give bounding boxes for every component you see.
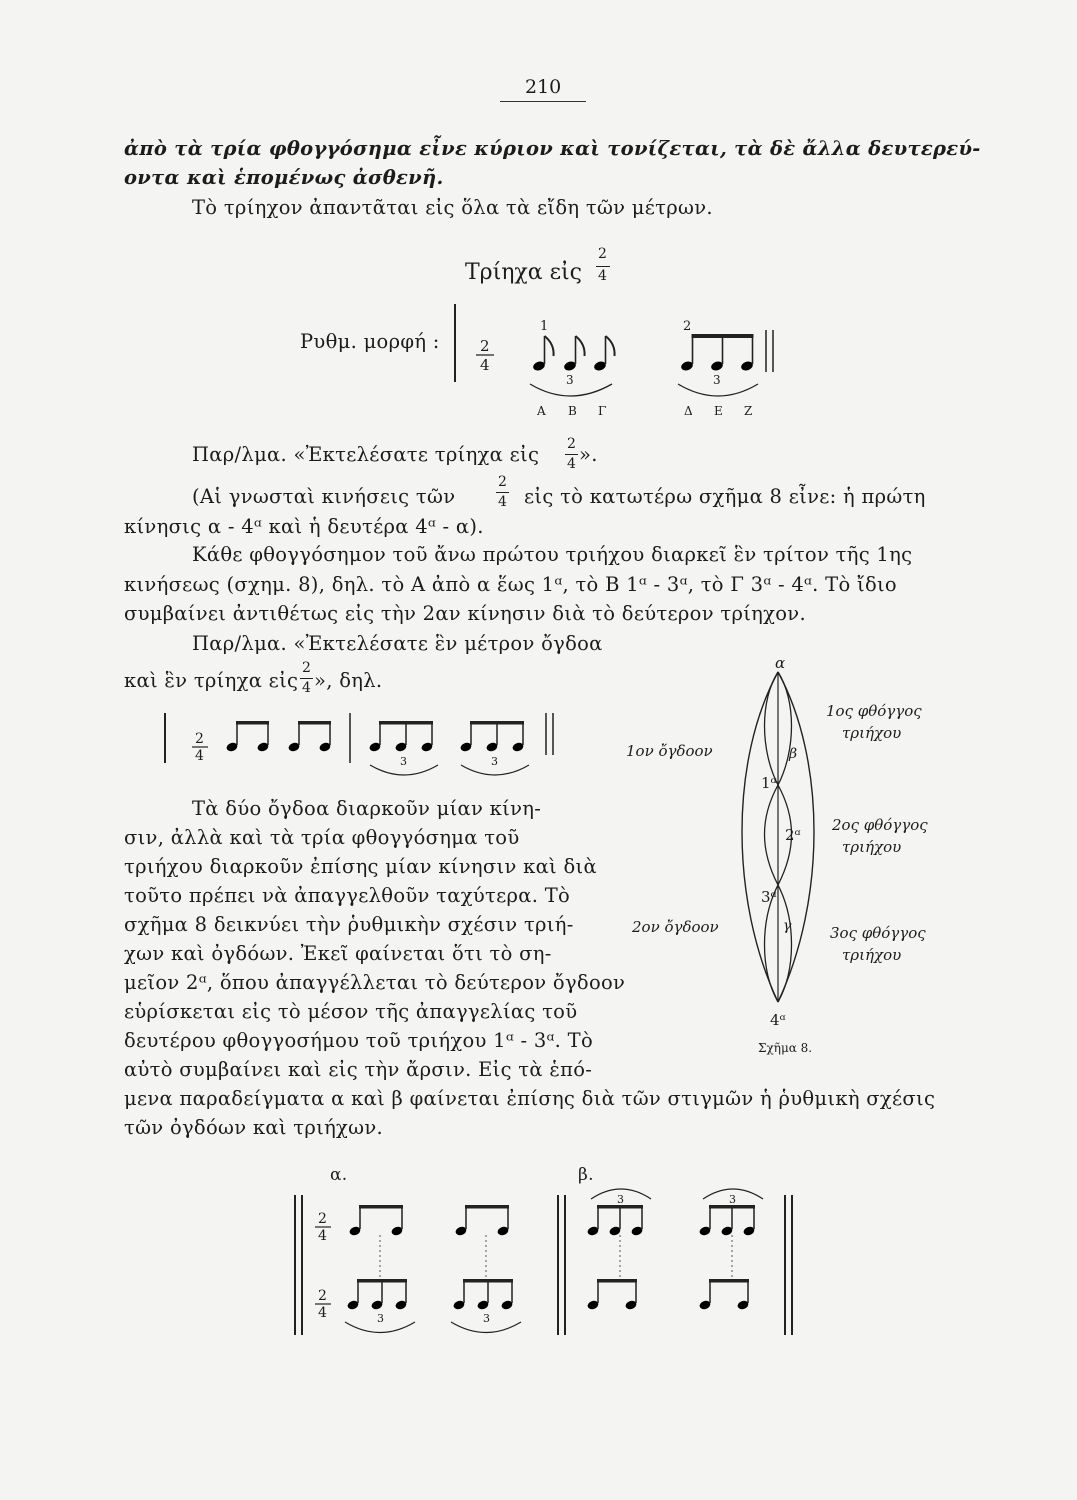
note-letter-z: Ζ xyxy=(744,404,753,418)
page-number-rule xyxy=(500,101,586,102)
label-note3: 3ος φθόγγος xyxy=(830,924,926,942)
text-line: Τὸ τρίηχον ἀπαντᾶται εἰς ὅλα τὰ εἴδη τῶν μέτρων. xyxy=(192,196,713,219)
fraction-den: 4 xyxy=(567,456,576,472)
triplet-eighths-1 xyxy=(532,336,615,372)
examples-alpha-beta xyxy=(285,1185,805,1350)
label-note2-sub: τριήχου xyxy=(842,838,902,856)
point-beta: β xyxy=(789,746,798,762)
fraction-den: 4 xyxy=(498,494,507,510)
ts-num-upper: 2 xyxy=(318,1211,327,1227)
label-note1: 1ος φθόγγος xyxy=(826,702,922,720)
fraction-bar xyxy=(596,266,610,267)
rhythm-label: Ρυθμ. μορφή : xyxy=(300,330,440,353)
beat-mark-2: 2 xyxy=(683,319,692,334)
fraction-den: 4 xyxy=(302,680,311,696)
text-line: σχῆμα 8 δεικνύει τὴν ῥυθμικὴν σχέσιν τριή- xyxy=(124,913,574,936)
tuplet-number: 3 xyxy=(377,1312,384,1325)
triplet-group-2 xyxy=(459,721,524,753)
text-line: (Αἱ γνωσταὶ κινήσεις τῶν xyxy=(192,485,456,508)
example-label-a: α. xyxy=(330,1165,348,1185)
beta-lower-eighths xyxy=(586,1279,749,1311)
label-second-eighth: 2ον ὄγδοον xyxy=(632,918,719,936)
figure-8 xyxy=(620,640,960,1060)
text-line: σιν, ἀλλὰ καὶ τὰ τρία φθογγόσημα τοῦ xyxy=(124,826,520,849)
beat-mark-1: 1 xyxy=(540,319,549,334)
heading-fraction-den: 4 xyxy=(598,268,607,284)
text-line: χων καὶ ὀγδόων. Ἐκεῖ φαίνεται ὅτι τὸ ση- xyxy=(124,942,552,965)
heading-fraction-num: 2 xyxy=(598,246,607,262)
text-line: μεῖον 2ᵅ, ὅπου ἀπαγγέλλεται τὸ δεύτερον ὄγδοον xyxy=(124,971,626,994)
text-line: τοῦτο πρέπει νὰ ἀπαγγελθοῦν ταχύτερα. Τὸ xyxy=(124,884,571,907)
ts-den: 4 xyxy=(480,356,490,374)
figure-caption: Σχῆμα 8. xyxy=(758,1041,813,1055)
point-2a: 2ᵅ xyxy=(785,826,801,844)
outer-arc-left xyxy=(742,672,778,1002)
tuplet-number: 3 xyxy=(729,1193,736,1206)
text-line: καὶ ἓν τρίηχα εἰς xyxy=(124,669,299,692)
example-label-b: β. xyxy=(578,1165,594,1185)
point-3a: 3ᵅ xyxy=(761,888,777,906)
alpha-upper-eighths xyxy=(348,1205,509,1237)
tuplet-number: 3 xyxy=(491,755,498,768)
label-note3-sub: τριήχου xyxy=(842,946,902,964)
alpha-lower-triplets xyxy=(346,1279,513,1311)
fraction-bar xyxy=(565,454,578,455)
text-line: συμβαίνει ἀντιθέτως εἰς τὴν 2αν κίνησιν διὰ τὸ δεύτερον τρίηχον. xyxy=(124,602,806,625)
section-heading: Τρίηχα εἰς xyxy=(465,260,582,285)
text-line: Παρ/λμα. «Ἐκτελέσατε ἓν μέτρον ὄγδοα xyxy=(192,632,603,655)
tuplet-number: 3 xyxy=(400,755,407,768)
ts-num-lower: 2 xyxy=(318,1288,327,1304)
ts-den-upper: 4 xyxy=(318,1228,327,1244)
text-line: κίνησις α - 4ᵅ καὶ ἡ δευτέρα 4ᵅ - α). xyxy=(124,515,484,538)
text-line: τῶν ὀγδόων καὶ τριήχων. xyxy=(124,1116,384,1139)
text-line: εὑρίσκεται εἰς τὸ μέσον τῆς ἀπαγγελίας τοῦ xyxy=(124,1000,578,1023)
text-line: δευτέρου φθογγοσήμου τοῦ τριήχου 1ᵅ - 3ᵅ. Τὸ xyxy=(124,1029,593,1052)
label-note2: 2ος φθόγγος xyxy=(832,816,928,834)
ts-den: 4 xyxy=(195,748,204,764)
tuplet-number-1: 3 xyxy=(566,373,574,387)
text-line: εἰς τὸ κατωτέρω σχῆμα 8 εἶνε: ἡ πρώτη xyxy=(524,485,926,508)
rhythm-notation xyxy=(440,300,780,425)
text-line: Κάθε φθογγόσημον τοῦ ἄνω πρώτου τριήχου διαρκεῖ ἓν τρίτον τῆς 1ης xyxy=(192,543,913,566)
point-4a: 4ᵅ xyxy=(770,1011,786,1029)
text-line: αὐτὸ συμβαίνει καὶ εἰς τὴν ἄρσιν. Εἰς τὰ ἑπό- xyxy=(124,1058,593,1081)
text-line: ἀπὸ τὰ τρία φθογγόσημα εἶνε κύριον καὶ τονίζεται, τὰ δὲ ἄλλα δευτερεύ- xyxy=(124,137,981,160)
point-alpha: α xyxy=(775,654,786,672)
fraction-num: 2 xyxy=(567,436,576,452)
note-letter-e: Ε xyxy=(714,404,723,418)
example-eighths-triplets xyxy=(150,705,580,790)
page-number: 210 xyxy=(525,76,562,98)
fraction-bar xyxy=(300,678,313,679)
point-1a: 1ᵅ xyxy=(761,774,777,792)
ts-num: 2 xyxy=(480,337,490,355)
eighth-pair-2 xyxy=(287,721,331,753)
note-letter-a: Α xyxy=(537,404,546,418)
text-line: τριήχου διαρκοῦν ἐπίσης μίαν κίνησιν καὶ διὰ xyxy=(124,855,597,878)
label-note1-sub: τριήχου xyxy=(842,724,902,742)
label-first-eighth: 1ον ὄγδοον xyxy=(626,742,713,760)
tuplet-number: 3 xyxy=(483,1312,490,1325)
text-line: », δηλ. xyxy=(314,669,383,692)
fraction-num: 2 xyxy=(302,660,311,676)
text-line: Τὰ δύο ὄγδοα διαρκοῦν μίαν κίνη- xyxy=(192,797,542,820)
note-letter-b: Β xyxy=(568,404,577,418)
note-letter-g: Γ xyxy=(598,404,607,418)
point-gamma: γ xyxy=(783,918,792,934)
ts-den-lower: 4 xyxy=(318,1305,327,1321)
fraction-bar xyxy=(496,492,509,493)
text-line: μενα παραδείγματα α καὶ β φαίνεται ἐπίσης διὰ τῶν στιγμῶν ἡ ῥυθμικὴ σχέσις xyxy=(124,1087,936,1110)
eighth-pair-1 xyxy=(225,721,269,753)
triplet-eighths-2 xyxy=(680,334,754,372)
beta-upper-triplets xyxy=(586,1205,755,1237)
ts-num: 2 xyxy=(195,731,204,747)
text-line: Παρ/λμα. «Ἐκτελέσατε τρίηχα εἰς xyxy=(192,443,540,466)
note-letter-d: Δ xyxy=(684,404,693,418)
tuplet-number-2: 3 xyxy=(713,373,721,387)
fraction-num: 2 xyxy=(498,474,507,490)
text-line: οντα καὶ ἑπομένως ἀσθενῆ. xyxy=(124,166,444,189)
tuplet-number: 3 xyxy=(617,1193,624,1206)
text-line: κινήσεως (σχημ. 8), δηλ. τὸ Α ἀπὸ α ἕως 1ᵅ, τὸ Β 1ᵅ - 3ᵅ, τὸ Γ 3ᵅ - 4ᵅ. Τὸ ἴδιο xyxy=(124,573,897,596)
triplet-group-1 xyxy=(368,721,433,753)
text-line: ». xyxy=(579,443,598,466)
